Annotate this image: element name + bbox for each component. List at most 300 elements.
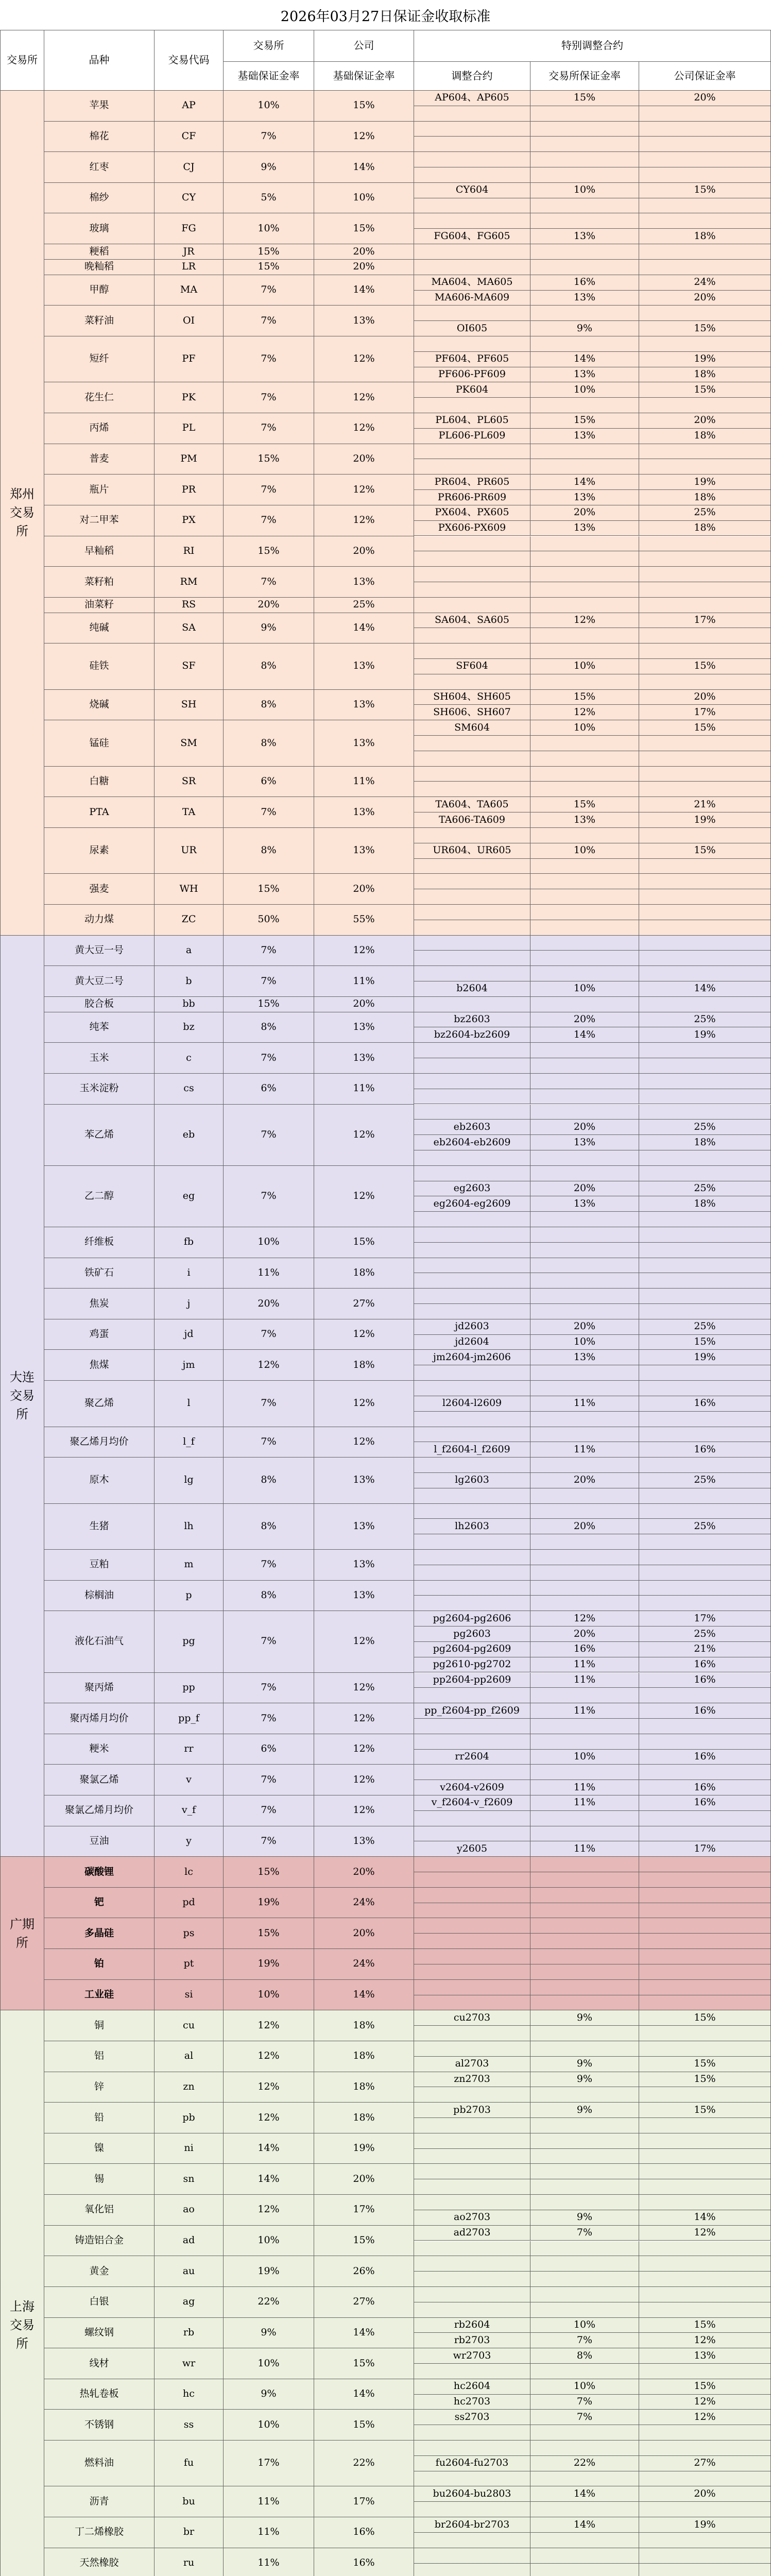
- adjusted-exchange-rate: [530, 106, 639, 122]
- adjusted-exchange-rate: [530, 306, 639, 321]
- adjusted-contract: bz2604-bz2609: [414, 1027, 530, 1043]
- adjusted-exchange-rate: [530, 444, 639, 460]
- adjusted-exchange-rate: [530, 2441, 639, 2456]
- adjusted-exchange-rate: 10%: [530, 981, 639, 997]
- header-company-group: 公司: [314, 30, 414, 62]
- adjusted-company-rate: 16%: [639, 1750, 771, 1765]
- company-base-rate: 11%: [314, 1074, 414, 1105]
- adjusted-company-rate: [639, 936, 771, 951]
- adjusted-contract: [414, 1227, 530, 1243]
- adjusted-contract: [414, 106, 530, 122]
- adjusted-company-rate: 25%: [639, 1012, 771, 1028]
- adjusted-exchange-rate: [530, 1105, 639, 1120]
- adjusted-company-rate: [639, 213, 771, 229]
- adjusted-exchange-rate: [530, 828, 639, 843]
- product-code: CF: [155, 122, 224, 152]
- adjusted-contract: ss2703: [414, 2410, 530, 2425]
- exchange-base-rate: 7%: [224, 382, 314, 413]
- adjusted-contract: MA604、MA605: [414, 275, 530, 291]
- exchange-base-rate: 7%: [224, 306, 314, 336]
- company-base-rate: 27%: [314, 1289, 414, 1319]
- adjusted-exchange-rate: 14%: [530, 352, 639, 367]
- adjusted-company-rate: 15%: [639, 659, 771, 674]
- adjusted-contract: [414, 1150, 530, 1166]
- exchange-base-rate: 5%: [224, 183, 314, 214]
- exchange-base-rate: 10%: [224, 1980, 314, 2011]
- adjusted-exchange-rate: [530, 1995, 639, 2011]
- adjusted-contract: ao2703: [414, 2210, 530, 2226]
- adjusted-exchange-rate: [530, 782, 639, 797]
- adjusted-exchange-rate: 11%: [530, 1673, 639, 1688]
- product-name: 锰硅: [44, 720, 155, 766]
- adjusted-company-rate: [639, 2164, 771, 2179]
- product-code: ru: [155, 2548, 224, 2576]
- product-name: 原木: [44, 1458, 155, 1503]
- adjusted-contract: [414, 889, 530, 905]
- product-name: 聚乙烯: [44, 1381, 155, 1427]
- product-name: 红枣: [44, 152, 155, 183]
- adjusted-company-rate: 15%: [639, 321, 771, 336]
- adjusted-contract: [414, 1550, 530, 1565]
- adjusted-exchange-rate: [530, 2564, 639, 2576]
- adjusted-contract: br2604-br2703: [414, 2517, 530, 2533]
- adjusted-company-rate: [639, 1857, 771, 1872]
- company-base-rate: 20%: [314, 260, 414, 275]
- adjusted-exchange-rate: [530, 1243, 639, 1258]
- company-base-rate: 13%: [314, 797, 414, 828]
- product-code: lg: [155, 1458, 224, 1503]
- company-base-rate: 12%: [314, 1795, 414, 1826]
- adjusted-company-rate: 12%: [639, 2410, 771, 2425]
- adjusted-company-rate: [639, 751, 771, 767]
- adjusted-contract: PK604: [414, 382, 530, 398]
- company-base-rate: 11%: [314, 966, 414, 997]
- adjusted-company-rate: [639, 1888, 771, 1903]
- company-base-rate: 26%: [314, 2256, 414, 2287]
- product-name: 棉花: [44, 122, 155, 152]
- adjusted-exchange-rate: [530, 2256, 639, 2272]
- exchange-base-rate: 6%: [224, 1734, 314, 1765]
- adjusted-contract: [414, 936, 530, 951]
- exchange-base-rate: 10%: [224, 91, 314, 122]
- adjusted-exchange-rate: [530, 598, 639, 613]
- company-base-rate: 12%: [314, 1381, 414, 1427]
- adjusted-company-rate: 18%: [639, 1135, 771, 1150]
- adjusted-contract: [414, 536, 530, 552]
- product-name: 天然橡胶: [44, 2548, 155, 2576]
- adjusted-company-rate: 14%: [639, 2210, 771, 2226]
- exchange-base-rate: 10%: [224, 2226, 314, 2257]
- product-name: 早籼稻: [44, 536, 155, 567]
- product-code: pb: [155, 2103, 224, 2133]
- adjusted-contract: [414, 244, 530, 260]
- product-name: 液化石油气: [44, 1611, 155, 1672]
- adjusted-company-rate: [639, 1458, 771, 1473]
- adjusted-exchange-rate: [530, 1826, 639, 1842]
- adjusted-exchange-rate: [530, 2425, 639, 2441]
- adjusted-contract: [414, 567, 530, 582]
- adjusted-contract: bz2603: [414, 1012, 530, 1028]
- adjusted-contract: [414, 951, 530, 966]
- exchange-base-rate: 7%: [224, 1611, 314, 1672]
- adjusted-exchange-rate: 10%: [530, 1750, 639, 1765]
- adjusted-exchange-rate: 20%: [530, 1120, 639, 1135]
- product-name: 瓶片: [44, 474, 155, 505]
- adjusted-contract: b2604: [414, 981, 530, 997]
- exchange-base-rate: 6%: [224, 767, 314, 798]
- adjusted-exchange-rate: 13%: [530, 291, 639, 306]
- adjusted-contract: [414, 582, 530, 598]
- product-code: CJ: [155, 152, 224, 183]
- adjusted-company-rate: [639, 459, 771, 474]
- adjusted-exchange-rate: 9%: [530, 2210, 639, 2226]
- product-name: 生猪: [44, 1504, 155, 1550]
- adjusted-company-rate: 25%: [639, 1181, 771, 1197]
- product-name: 白银: [44, 2287, 155, 2318]
- adjusted-company-rate: [639, 997, 771, 1012]
- adjusted-contract: [414, 1719, 530, 1734]
- company-base-rate: 12%: [314, 1105, 414, 1166]
- adjusted-exchange-rate: [530, 167, 639, 183]
- adjusted-contract: PL604、PL605: [414, 413, 530, 429]
- adjusted-company-rate: 17%: [639, 1841, 771, 1857]
- company-base-rate: 15%: [314, 1227, 414, 1258]
- adjusted-contract: hc2703: [414, 2395, 530, 2410]
- product-code: bz: [155, 1012, 224, 1043]
- adjusted-exchange-rate: 13%: [530, 812, 639, 828]
- adjusted-company-rate: [639, 2179, 771, 2195]
- adjusted-company-rate: [639, 736, 771, 751]
- product-code: bb: [155, 997, 224, 1012]
- company-base-rate: 13%: [314, 567, 414, 598]
- adjusted-company-rate: [639, 1534, 771, 1550]
- adjusted-exchange-rate: [530, 260, 639, 275]
- adjusted-exchange-rate: [530, 1888, 639, 1903]
- company-base-rate: 13%: [314, 1012, 414, 1043]
- adjusted-contract: SM604: [414, 720, 530, 736]
- adjusted-company-rate: [639, 966, 771, 981]
- product-name: 玻璃: [44, 213, 155, 244]
- product-name: 纯碱: [44, 613, 155, 644]
- adjusted-exchange-rate: 9%: [530, 2057, 639, 2072]
- adjusted-exchange-rate: 9%: [530, 321, 639, 336]
- adjusted-company-rate: [639, 1058, 771, 1074]
- adjusted-exchange-rate: [530, 1980, 639, 1995]
- adjusted-exchange-rate: [530, 1258, 639, 1274]
- adjusted-exchange-rate: [530, 1043, 639, 1058]
- adjusted-exchange-rate: [530, 1089, 639, 1105]
- adjusted-company-rate: [639, 1381, 771, 1396]
- adjusted-exchange-rate: [530, 874, 639, 889]
- adjusted-contract: [414, 1734, 530, 1750]
- adjusted-exchange-rate: [530, 997, 639, 1012]
- adjusted-contract: pp2604-pp2609: [414, 1673, 530, 1688]
- product-code: SH: [155, 690, 224, 721]
- product-code: PR: [155, 474, 224, 505]
- adjusted-exchange-rate: [530, 674, 639, 690]
- adjusted-company-rate: 18%: [639, 521, 771, 536]
- product-code: p: [155, 1581, 224, 1612]
- adjusted-company-rate: 25%: [639, 1626, 771, 1642]
- exchange-base-rate: 7%: [224, 1319, 314, 1350]
- product-name: 胶合板: [44, 997, 155, 1012]
- exchange-base-rate: 14%: [224, 2133, 314, 2164]
- exchange-base-rate: 12%: [224, 2041, 314, 2072]
- adjusted-exchange-rate: [530, 905, 639, 920]
- product-name: 晚籼稻: [44, 260, 155, 275]
- adjusted-exchange-rate: [530, 1273, 639, 1289]
- adjusted-company-rate: [639, 598, 771, 613]
- adjusted-company-rate: [639, 2026, 771, 2041]
- company-base-rate: 10%: [314, 183, 414, 214]
- adjusted-exchange-rate: 11%: [530, 1795, 639, 1811]
- product-name: 强麦: [44, 874, 155, 905]
- adjusted-company-rate: [639, 874, 771, 889]
- adjusted-company-rate: 20%: [639, 413, 771, 429]
- adjusted-contract: [414, 1304, 530, 1319]
- adjusted-company-rate: [639, 1150, 771, 1166]
- exchange-base-rate: 7%: [224, 1673, 314, 1704]
- company-base-rate: 13%: [314, 1504, 414, 1550]
- adjusted-company-rate: [639, 767, 771, 782]
- adjusted-contract: [414, 1826, 530, 1842]
- adjusted-contract: [414, 1258, 530, 1274]
- exchange-base-rate: 7%: [224, 275, 314, 306]
- exchange-base-rate: 9%: [224, 2318, 314, 2349]
- adjusted-exchange-rate: 20%: [530, 1012, 639, 1028]
- adjusted-company-rate: 16%: [639, 1657, 771, 1673]
- adjusted-contract: [414, 782, 530, 797]
- product-name: 纤维板: [44, 1227, 155, 1258]
- exchange-base-rate: 19%: [224, 1888, 314, 1919]
- exchange-base-rate: 12%: [224, 2195, 314, 2226]
- product-name: 聚氯乙烯月均价: [44, 1795, 155, 1826]
- product-code: al: [155, 2041, 224, 2072]
- adjusted-company-rate: [639, 2272, 771, 2287]
- adjusted-company-rate: [639, 1365, 771, 1381]
- adjusted-exchange-rate: [530, 2149, 639, 2164]
- product-name: 菜籽粕: [44, 567, 155, 598]
- product-name: 豆油: [44, 1826, 155, 1857]
- adjusted-contract: [414, 2564, 530, 2576]
- adjusted-contract: [414, 1058, 530, 1074]
- adjusted-exchange-rate: [530, 859, 639, 874]
- company-base-rate: 20%: [314, 244, 414, 260]
- product-name: 钯: [44, 1888, 155, 1919]
- adjusted-company-rate: [639, 2287, 771, 2302]
- adjusted-contract: hc2604: [414, 2379, 530, 2395]
- product-name: 铝: [44, 2041, 155, 2072]
- company-base-rate: 12%: [314, 1166, 414, 1227]
- adjusted-exchange-rate: 11%: [530, 1396, 639, 1412]
- product-code: eg: [155, 1166, 224, 1227]
- company-base-rate: 14%: [314, 2318, 414, 2349]
- adjusted-company-rate: [639, 1964, 771, 1980]
- adjusted-company-rate: 18%: [639, 229, 771, 244]
- company-base-rate: 18%: [314, 2041, 414, 2072]
- product-name: 棉纱: [44, 183, 155, 214]
- company-base-rate: 16%: [314, 2548, 414, 2576]
- exchange-base-rate: 15%: [224, 1857, 314, 1888]
- adjusted-company-rate: [639, 167, 771, 183]
- company-base-rate: 12%: [314, 1427, 414, 1458]
- adjusted-contract: [414, 2548, 530, 2564]
- product-code: ZC: [155, 905, 224, 936]
- adjusted-exchange-rate: 14%: [530, 2517, 639, 2533]
- exchange-base-rate: 7%: [224, 1427, 314, 1458]
- adjusted-company-rate: [639, 398, 771, 413]
- adjusted-exchange-rate: [530, 1427, 639, 1443]
- exchange-base-rate: 7%: [224, 1795, 314, 1826]
- exchange-base-rate: 19%: [224, 2256, 314, 2287]
- adjusted-exchange-rate: 20%: [530, 1319, 639, 1335]
- product-name: 鸡蛋: [44, 1319, 155, 1350]
- adjusted-company-rate: 18%: [639, 367, 771, 383]
- exchange-base-rate: 10%: [224, 2410, 314, 2441]
- adjusted-contract: [414, 2026, 530, 2041]
- adjusted-company-rate: [639, 1980, 771, 1995]
- header-code: 交易代码: [155, 30, 224, 91]
- adjusted-contract: PF604、PF605: [414, 352, 530, 367]
- product-code: rr: [155, 1734, 224, 1765]
- product-name: 碳酸锂: [44, 1857, 155, 1888]
- exchange-base-rate: 17%: [224, 2441, 314, 2486]
- adjusted-company-rate: [639, 889, 771, 905]
- adjusted-company-rate: 15%: [639, 382, 771, 398]
- adjusted-company-rate: [639, 1166, 771, 1181]
- adjusted-contract: [414, 1765, 530, 1780]
- adjusted-exchange-rate: [530, 1504, 639, 1519]
- adjusted-company-rate: 20%: [639, 91, 771, 106]
- product-code: JR: [155, 244, 224, 260]
- product-name: 锡: [44, 2164, 155, 2195]
- exchange-base-rate: 8%: [224, 828, 314, 874]
- adjusted-exchange-rate: [530, 1596, 639, 1611]
- company-base-rate: 24%: [314, 1888, 414, 1919]
- product-code: v: [155, 1765, 224, 1795]
- company-base-rate: 20%: [314, 444, 414, 475]
- product-code: ss: [155, 2410, 224, 2441]
- adjusted-contract: [414, 1581, 530, 1596]
- adjusted-company-rate: [639, 122, 771, 137]
- adjusted-company-rate: [639, 2564, 771, 2576]
- adjusted-contract: [414, 1074, 530, 1089]
- adjusted-contract: [414, 997, 530, 1012]
- product-code: AP: [155, 91, 224, 122]
- adjusted-company-rate: [639, 1918, 771, 1934]
- exchange-base-rate: 11%: [224, 2486, 314, 2517]
- adjusted-exchange-rate: [530, 244, 639, 260]
- adjusted-exchange-rate: 13%: [530, 1350, 639, 1365]
- product-code: ao: [155, 2195, 224, 2226]
- product-name: 焦炭: [44, 1289, 155, 1319]
- exchange-base-rate: 7%: [224, 1381, 314, 1427]
- product-name: 花生仁: [44, 382, 155, 413]
- header-special-group: 特别调整合约: [414, 30, 771, 62]
- product-name: 纯苯: [44, 1012, 155, 1043]
- adjusted-company-rate: 15%: [639, 843, 771, 859]
- exchange-base-rate: 8%: [224, 690, 314, 721]
- adjusted-company-rate: [639, 198, 771, 214]
- adjusted-exchange-rate: 11%: [530, 1657, 639, 1673]
- product-code: pg: [155, 1611, 224, 1672]
- adjusted-company-rate: 18%: [639, 429, 771, 444]
- product-name: 菜籽油: [44, 306, 155, 336]
- exchange-base-rate: 7%: [224, 505, 314, 536]
- adjusted-contract: pg2604-pg2609: [414, 1642, 530, 1657]
- adjusted-contract: al2703: [414, 2057, 530, 2072]
- adjusted-company-rate: 25%: [639, 505, 771, 521]
- product-code: ni: [155, 2133, 224, 2164]
- adjusted-exchange-rate: [530, 336, 639, 352]
- adjusted-company-rate: [639, 1903, 771, 1919]
- product-code: cs: [155, 1074, 224, 1105]
- adjusted-company-rate: [639, 2502, 771, 2517]
- exchange-base-rate: 22%: [224, 2287, 314, 2318]
- adjusted-company-rate: 12%: [639, 2395, 771, 2410]
- company-base-rate: 18%: [314, 1350, 414, 1381]
- company-base-rate: 12%: [314, 1319, 414, 1350]
- adjusted-exchange-rate: [530, 2026, 639, 2041]
- adjusted-exchange-rate: 10%: [530, 659, 639, 674]
- adjusted-exchange-rate: [530, 1857, 639, 1872]
- adjusted-company-rate: [639, 567, 771, 582]
- adjusted-company-rate: [639, 1826, 771, 1842]
- company-base-rate: 11%: [314, 767, 414, 798]
- adjusted-company-rate: [639, 2533, 771, 2548]
- product-code: sn: [155, 2164, 224, 2195]
- adjusted-exchange-rate: [530, 536, 639, 552]
- product-name: 甲醇: [44, 275, 155, 306]
- product-code: bu: [155, 2486, 224, 2517]
- adjusted-contract: SH604、SH605: [414, 690, 530, 705]
- product-code: ad: [155, 2226, 224, 2257]
- product-code: c: [155, 1043, 224, 1074]
- adjusted-contract: [414, 1212, 530, 1227]
- product-name: 黄大豆二号: [44, 966, 155, 997]
- adjusted-exchange-rate: [530, 2041, 639, 2057]
- adjusted-contract: pb2703: [414, 2103, 530, 2118]
- adjusted-exchange-rate: [530, 1289, 639, 1304]
- product-code: zn: [155, 2072, 224, 2103]
- exchange-base-rate: 7%: [224, 797, 314, 828]
- adjusted-company-rate: 19%: [639, 1027, 771, 1043]
- company-base-rate: 12%: [314, 1611, 414, 1672]
- adjusted-exchange-rate: 14%: [530, 2486, 639, 2502]
- adjusted-exchange-rate: 13%: [530, 490, 639, 505]
- adjusted-contract: [414, 2256, 530, 2272]
- adjusted-exchange-rate: 16%: [530, 275, 639, 291]
- adjusted-company-rate: [639, 137, 771, 152]
- adjusted-exchange-rate: [530, 1550, 639, 1565]
- adjusted-exchange-rate: [530, 137, 639, 152]
- product-name: 多晶硅: [44, 1918, 155, 1949]
- adjusted-company-rate: [639, 2087, 771, 2103]
- adjusted-company-rate: [639, 1734, 771, 1750]
- adjusted-contract: [414, 122, 530, 137]
- adjusted-contract: [414, 2179, 530, 2195]
- adjusted-contract: [414, 2149, 530, 2164]
- adjusted-company-rate: [639, 1227, 771, 1243]
- header-exchange: 交易所: [0, 30, 44, 91]
- product-code: au: [155, 2256, 224, 2287]
- header-exchange-group: 交易所: [224, 30, 314, 62]
- company-base-rate: 25%: [314, 598, 414, 613]
- adjusted-contract: [414, 643, 530, 659]
- product-code: cu: [155, 2010, 224, 2041]
- product-name: 豆粕: [44, 1550, 155, 1581]
- adjusted-contract: l2604-l2609: [414, 1396, 530, 1412]
